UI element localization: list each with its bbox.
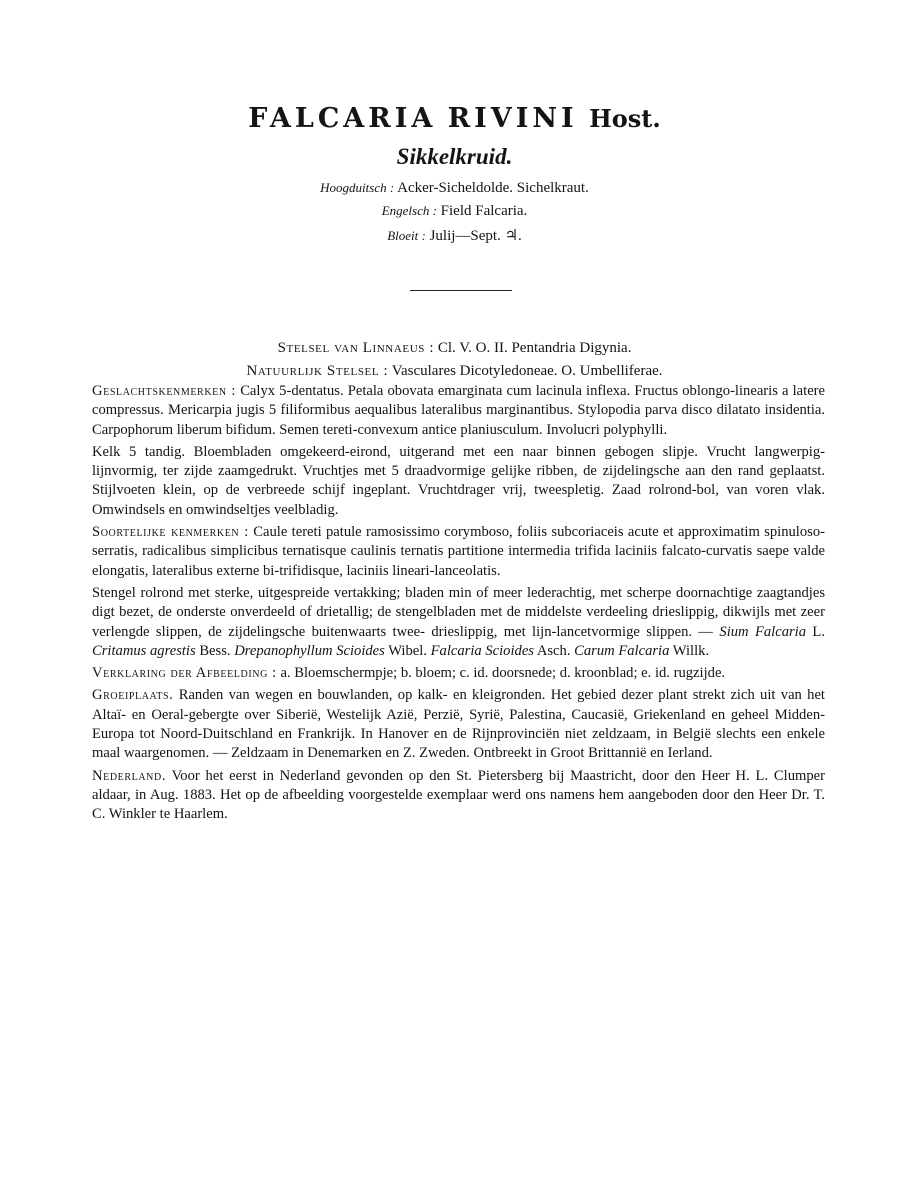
synonym-name: Drepanophyllum Scioides	[234, 642, 385, 659]
vernacular-german	[0, 180, 909, 197]
synonym-author: L.	[812, 623, 825, 640]
vernacular-english	[0, 203, 909, 220]
synonym-author: Wibel.	[388, 642, 427, 659]
species-characters-dutch	[92, 584, 825, 661]
natural-value: Vasculares Dicotyledoneae. O. Umbelliferae.	[391, 363, 663, 379]
linnaeus-system	[0, 340, 909, 357]
section-label: Nederland.	[92, 767, 167, 784]
vernacular-value: Acker-Sicheldolde. Sichelkraut.	[397, 180, 589, 196]
figure-explanation	[92, 664, 825, 683]
section-text: Voor het eerst in Nederland gevonden op den St. Pietersberg bij Maastricht, door den Heer H. L. Clumper aldaar, in Aug. 1883. Het op de afbeelding voorgestelde exemplaar werd ons namens hem aangeboden door den Heer Dr. T. C. Winkler te Haarlem.	[92, 767, 825, 823]
habitat	[92, 686, 825, 763]
natural-label: Natuurlijk Stelsel :	[246, 363, 389, 379]
synonym-name: Critamus agrestis	[92, 642, 196, 659]
natural-system	[0, 363, 909, 380]
section-text: a. Bloemschermpje; b. bloem; c. id. doorsnede; d. kroonblad; e. id. rugzijde.	[280, 665, 726, 682]
vernacular-label: Bloeit :	[387, 228, 426, 243]
synonym-author: Bess.	[199, 642, 231, 659]
section-label: Geslachtskenmerken :	[92, 383, 237, 399]
section-text: Calyx 5-dentatus. Petala obovata emarginata cum lacinula inflexa. Fructus oblongo-linearis a latere compressus. Mericarpia jugis 5 filiformibus aequalibus lateralibus marginantibus. Stylopodia parva disco dilatato insidentia. Carpophorum liberum bifidum. Semen tereti-convexum antice planiusculum. Involucri polyphylli.	[92, 383, 826, 438]
title-species: RIVINI	[447, 103, 578, 134]
vernacular-value: Julij—Sept. ♃.	[429, 228, 522, 244]
divider-rule	[410, 290, 512, 291]
section-text: Caule tereti patule ramosissimo corymboso, foliis subcoriaceis acute et approximatim spinuloso-serratis, radicalibus simplicibus ternatisque caulinis ternatis partitione intermedia trifida laciniis falcato-curvatis saepe valde elongatis, lateralibus externe bi-trifidisque, laciniis lineari-lanceolatis.	[92, 524, 825, 579]
genus-characters-dutch	[92, 443, 825, 520]
vernacular-label: Hoogduitsch :	[320, 180, 395, 195]
synonym-author: Asch.	[536, 642, 571, 659]
section-label: Verklaring der Afbeelding :	[92, 665, 277, 682]
section-label: Groeiplaats.	[92, 687, 174, 704]
title-genus: FALCARIA	[248, 103, 437, 134]
vernacular-label: Engelsch :	[381, 203, 437, 218]
netherlands-occurrence	[92, 767, 825, 825]
synonym-name: Falcaria Scioides	[430, 642, 534, 659]
section-text: Kelk 5 tandig. Bloembladen omgekeerd-eirond, uitgerand met een naar binnen gebogen slipje. Vrucht langwerpig-lijnvormig, ter zijde zaamgedrukt. Vruchtjes met 5 draadvormige gelijke ribben, de zijdelingsche aan den rand geplaatst. Stijlvoeten klein, op de verbreede schijf ingeplant. Vruchtdrager vrij, tweespletig. Zaad rolrond-bol, van voren vlak. Omwindsels en omwindseltjes veelbladig.	[92, 443, 825, 518]
section-label: Soortelijke kenmerken :	[92, 524, 249, 541]
linnaeus-label: Stelsel van Linnaeus :	[277, 340, 435, 356]
synonym-name: Sium Falcaria	[719, 623, 807, 640]
title-author: Host.	[589, 104, 661, 133]
species-characters-latin	[92, 523, 825, 581]
dutch-name: Sikkelkruid.	[396, 144, 513, 169]
page-title	[0, 103, 909, 134]
vernacular-value: Field Falcaria.	[440, 203, 528, 219]
synonym-author: Willk.	[672, 642, 710, 659]
flowering-period	[0, 226, 909, 245]
synonym-name: Carum Falcaria	[574, 642, 670, 659]
genus-characters-latin	[92, 382, 825, 440]
section-text: Stengel rolrond met sterke, uitgespreide vertakking; bladen min of meer lederachtig, met scherpe doornachtige zaagtandjes digt bezet, de onderste onverdeeld of drietallig; de stengelbladen met de middelste verdeeling drieslippig, dikwijls met zeer verlengde slippen, de zijdelingsche buitenwaarts twee- drieslippig, met lijn-lancetvormige slippen. —	[92, 584, 825, 640]
section-text: Randen van wegen en bouwlanden, op kalk- en kleigronden. Het gebied dezer plant strekt zich uit van het Altaï- en Oeral-gebergte over Siberië, Westelijk Azië, Perzië, Syrië, Palestina, Caucasië, Griekenland en geheel Midden-Europa tot Noord-Duitschland en Frankrijk. In Hanover en de Rijnprovinciën niet zeldzaam, in België slechts een enkele maal waargenomen. — Zeldzaam in Denemarken en Z. Zweden. Ontbreekt in Groot Brittannië en Ierland.	[92, 687, 825, 762]
body-text	[92, 382, 825, 828]
linnaeus-value: Cl. V. O. II. Pentandria Digynia.	[437, 340, 632, 356]
